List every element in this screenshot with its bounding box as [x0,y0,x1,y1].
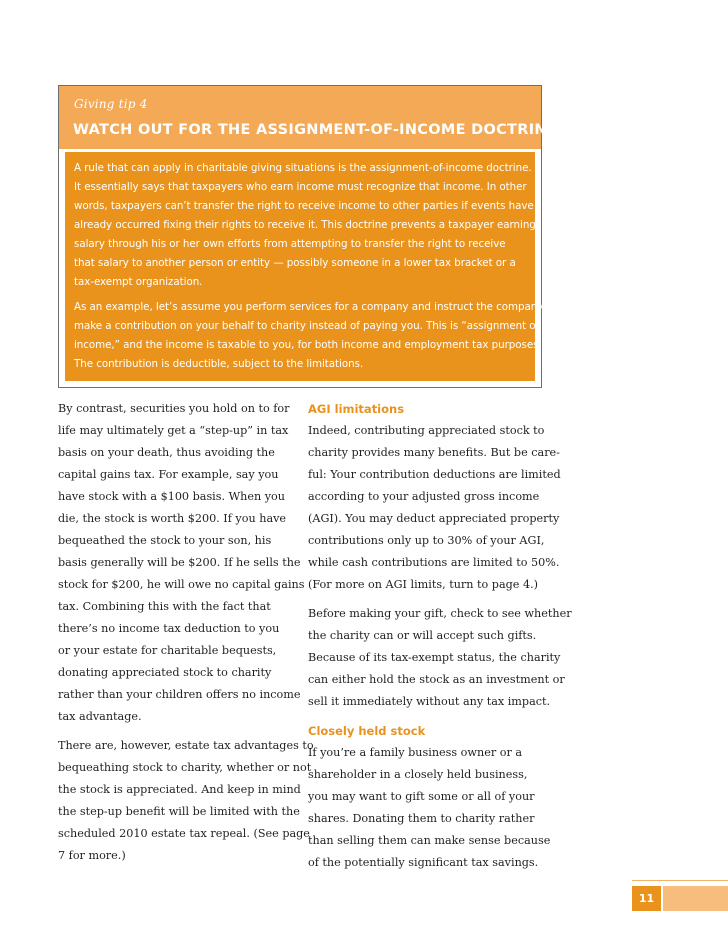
text-line: you may want to gift some or all of your [308,790,535,803]
footer-rule [632,880,728,881]
text-line: As an example, let’s assume you perform services for a company and instruct the company to [74,301,557,313]
tip-title: WATCH OUT FOR THE ASSIGNMENT-OF-INCOME DOCTRINE [73,122,558,138]
tip-paragraph-1 [74,159,536,292]
text-line: tax. Combining this with the fact that [58,600,271,613]
page-tab-decoration [663,886,728,911]
text-line: can either hold the stock as an investment or [308,673,565,686]
text-line: 7 for more.) [58,849,126,862]
text-line: Because of its tax-exempt status, the charity [308,651,561,664]
text-line: the charity can or will accept such gifts. [308,629,537,642]
text-line: If you’re a family business owner or a [308,746,523,759]
section-heading: Closely held stock [308,724,426,738]
text-line: contributions only up to 30% of your AGI, [308,534,545,547]
text-line: salary through his or her own efforts from attempting to transfer the right to receive [74,238,506,250]
right-paragraph-3 [308,742,551,874]
text-line: bequeathed the stock to your son, his [58,534,272,547]
text-line: bequeathing stock to charity, whether or not [58,761,312,774]
text-line: tax-exempt organization. [74,276,203,288]
text-line: shareholder in a closely held business, [308,768,528,781]
text-line: ful: Your contribution deductions are limited [308,468,561,481]
text-line: Before making your gift, check to see whether [308,607,572,620]
giving-tip-box [58,85,558,388]
text-line: the stock is appreciated. And keep in mind [58,783,301,796]
right-paragraph-1 [308,420,561,596]
section-heading: AGI limitations [308,402,405,416]
right-paragraph-2 [308,603,572,713]
tip-label: Giving tip 4 [74,97,148,111]
text-line: The contribution is deductible, subject to the limitations. [74,358,364,370]
text-line: according to your adjusted gross income [308,490,540,503]
text-line: already occurred fixing their rights to receive it. This doctrine prevents a taxpayer earning [74,219,536,231]
text-line: that salary to another person or entity — possibly someone in a lower tax bracket or a [74,257,516,269]
left-paragraph-2 [58,735,314,867]
text-line: rather than your children offers no income [58,688,301,701]
left-paragraph-1 [58,398,305,728]
text-line: shares. Donating them to charity rather [308,812,535,825]
text-line: stock for $200, he will owe no capital gains [58,578,305,591]
text-line: donating appreciated stock to charity [58,666,272,679]
text-line: By contrast, securities you hold on to for [58,402,290,415]
text-line: It essentially says that taxpayers who earn income must recognize that income. In other [74,181,527,193]
text-line: scheduled 2010 estate tax repeal. (See page [58,827,310,840]
tip-header [59,86,558,149]
left-column [58,398,314,867]
text-line: life may ultimately get a “step-up” in tax [58,424,289,437]
right-column [308,398,572,874]
text-line: words, taxpayers can’t transfer the right to receive income to other parties if events have [74,200,534,212]
text-line: A rule that can apply in charitable giving situations is the assignment-of-income doctrine. [74,162,532,174]
text-line: while cash contributions are limited to 50%. [308,556,560,569]
text-line: of the potentially significant tax savings. [308,856,539,869]
text-line: have stock with a $100 basis. When you [58,490,285,503]
text-line: charity provides many benefits. But be care- [308,446,560,459]
text-line: (AGI). You may deduct appreciated property [308,512,560,525]
text-line: (For more on AGI limits, turn to page 4.) [308,578,539,591]
text-line: There are, however, estate tax advantages to [58,739,314,752]
text-line: tax advantage. [58,710,142,723]
page-number: 11 [632,886,661,911]
text-line: capital gains tax. For example, say you [58,468,279,481]
text-line: die, the stock is worth $200. If you have [58,512,287,525]
text-line: or your estate for charitable bequests, [58,644,277,657]
tip-paragraph-2 [74,298,557,374]
tip-body [65,152,557,381]
text-line: the step-up benefit will be limited with the [58,805,300,818]
text-line: than selling them can make sense because [308,834,551,847]
text-line: income,” and the income is taxable to you, for both income and employment tax purposes. [74,339,542,351]
text-line: basis on your death, thus avoiding the [58,446,275,459]
text-line: basis generally will be $200. If he sells the [58,556,301,569]
text-line: sell it immediately without any tax impact. [308,695,551,708]
text-line: Indeed, contributing appreciated stock to [308,424,545,437]
text-line: there’s no income tax deduction to you [58,622,280,635]
text-line: make a contribution on your behalf to charity instead of paying you. This is “assignment of [74,320,540,332]
